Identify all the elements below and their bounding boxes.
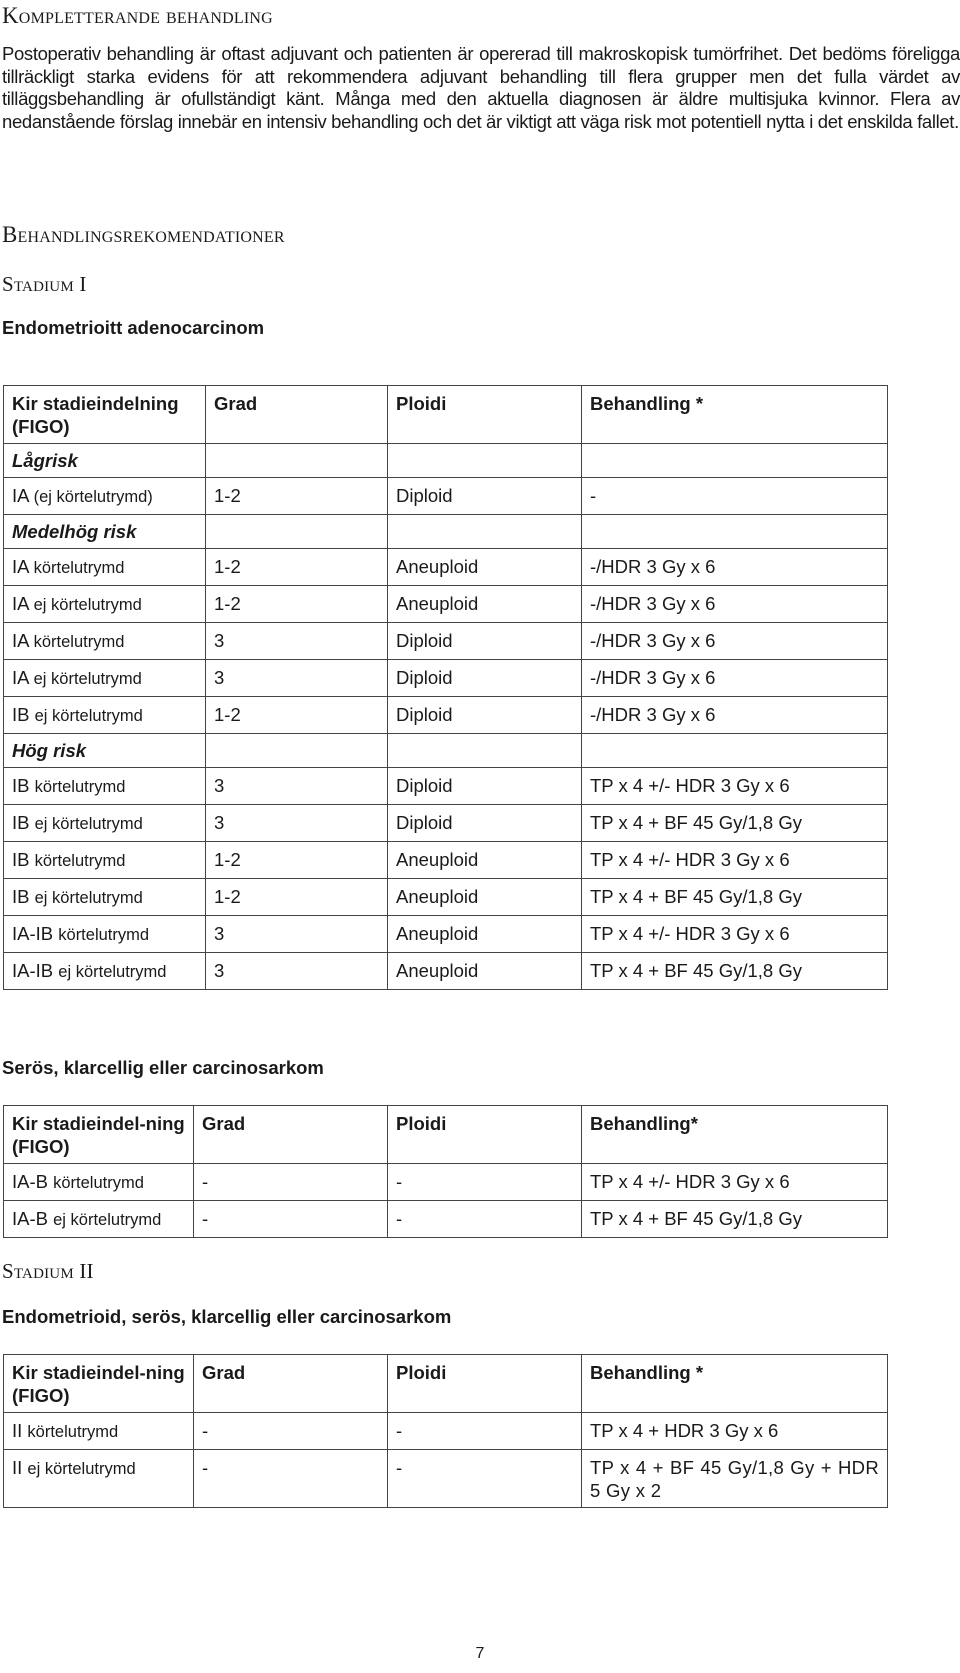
empty-cell — [206, 444, 388, 478]
lymph-node-status: ej körtelutrymd — [53, 1211, 162, 1229]
treatment-cell: TP x 4 + BF 45 Gy/1,8 Gy — [582, 805, 888, 842]
ploidy-cell: - — [388, 1450, 582, 1508]
lymph-node-status: (ej körtelutrymd) — [33, 488, 153, 506]
col-header-treatment: Behandling* — [582, 1106, 888, 1164]
stage-code: IA — [12, 556, 29, 577]
treatment-cell: TP x 4 +/- HDR 3 Gy x 6 — [582, 1164, 888, 1201]
serous-subheading: Serös, klarcellig eller carcinosarkom — [2, 1057, 324, 1078]
ploidy-cell: Diploid — [388, 768, 582, 805]
risk-group-row — [4, 444, 888, 478]
table-header-row — [4, 386, 888, 444]
risk-label-high: Hög risk — [4, 734, 206, 768]
table-row — [4, 805, 888, 842]
lymph-node-status: körtelutrymd — [58, 926, 150, 944]
lymph-node-status: körtelutrymd — [33, 633, 125, 651]
empty-cell — [206, 734, 388, 768]
stage-cell — [4, 916, 206, 953]
stage-code: IA-IB — [12, 960, 54, 981]
col-header-stage: Kir stadieindel-ning (FIGO) — [4, 1106, 194, 1164]
grade-cell: 1-2 — [206, 842, 388, 879]
ploidy-cell: Aneuploid — [388, 549, 582, 586]
treatment-cell: TP x 4 +/- HDR 3 Gy x 6 — [582, 768, 888, 805]
empty-cell — [388, 734, 582, 768]
ploidy-cell: Diploid — [388, 478, 582, 515]
treatment-cell: TP x 4 +/- HDR 3 Gy x 6 — [582, 916, 888, 953]
stage-cell — [4, 1413, 194, 1450]
lymph-node-status: ej körtelutrymd — [33, 670, 142, 688]
ploidy-cell: Aneuploid — [388, 879, 582, 916]
stage-code: IB — [12, 704, 30, 725]
ploidy-cell: Aneuploid — [388, 842, 582, 879]
table-row — [4, 1413, 888, 1450]
intro-paragraph: Postoperativ behandling är oftast adjuvant och patienten är opererad till makroskopisk tumörfrihet. Det bedöms föreligga tillräckligt starka evidens för att rekommendera adjuvant behandling till flera grupper men det fulla värdet av tilläggsbehandling är ofullständigt känt. Många med den aktuella diagnosen är äldre multisjuka kvinnor. Flera av nedanstående förslag innebär en intensiv behandling och det är viktigt att väga risk mot potentiell nytta i det enskilda fallet. — [2, 43, 960, 132]
treatment-cell: TP x 4 +/- HDR 3 Gy x 6 — [582, 842, 888, 879]
stage-code: IA — [12, 667, 29, 688]
stage-cell — [4, 953, 206, 990]
table-row — [4, 916, 888, 953]
treatment-cell: TP x 4 + BF 45 Gy/1,8 Gy — [582, 879, 888, 916]
grade-cell: - — [194, 1450, 388, 1508]
risk-group-row — [4, 515, 888, 549]
grade-cell: 1-2 — [206, 879, 388, 916]
stadium-1-subheading: Endometrioitt adenocarcinom — [2, 317, 265, 338]
risk-label-low: Lågrisk — [4, 444, 206, 478]
grade-cell: 3 — [206, 768, 388, 805]
ploidy-cell: - — [388, 1201, 582, 1238]
lymph-node-status: ej körtelutrymd — [34, 815, 143, 833]
lymph-node-status: ej körtelutrymd — [27, 1460, 136, 1478]
stadium-2-table — [3, 1354, 888, 1508]
stage-code: IB — [12, 886, 30, 907]
stage-cell — [4, 805, 206, 842]
table-row — [4, 697, 888, 734]
table-row — [4, 1450, 888, 1508]
lymph-node-status: körtelutrymd — [27, 1423, 119, 1441]
treatment-cell: -/HDR 3 Gy x 6 — [582, 549, 888, 586]
table-row — [4, 953, 888, 990]
table-row — [4, 768, 888, 805]
col-header-grade: Grad — [206, 386, 388, 444]
risk-group-row — [4, 734, 888, 768]
ploidy-cell: - — [388, 1164, 582, 1201]
stage-cell — [4, 1201, 194, 1238]
risk-label-medium: Medelhög risk — [4, 515, 206, 549]
stadium-1-table — [3, 385, 888, 990]
col-header-treatment: Behandling * — [582, 1355, 888, 1413]
col-header-stage: Kir stadieindelning (FIGO) — [4, 386, 206, 444]
ploidy-cell: Diploid — [388, 623, 582, 660]
lymph-node-status: körtelutrymd — [53, 1174, 144, 1192]
stage-code: IA — [12, 593, 29, 614]
table-row — [4, 660, 888, 697]
stage-cell — [4, 478, 206, 515]
treatment-cell: -/HDR 3 Gy x 6 — [582, 697, 888, 734]
table-row — [4, 549, 888, 586]
col-header-grade: Grad — [194, 1106, 388, 1164]
grade-cell: 3 — [206, 953, 388, 990]
stage-code: II — [12, 1420, 23, 1441]
stage-cell — [4, 768, 206, 805]
section-heading-kompletterande: Kompletterande behandling — [2, 3, 273, 28]
treatment-cell: -/HDR 3 Gy x 6 — [582, 660, 888, 697]
col-header-ploidy: Ploidi — [388, 1106, 582, 1164]
empty-cell — [582, 444, 888, 478]
grade-cell: 3 — [206, 623, 388, 660]
empty-cell — [582, 734, 888, 768]
col-header-ploidy: Ploidi — [388, 1355, 582, 1413]
table-row — [4, 1164, 888, 1201]
table-row — [4, 879, 888, 916]
grade-cell: 1-2 — [206, 478, 388, 515]
section-heading-rekommendationer: Behandlingsrekomendationer — [2, 222, 285, 247]
stage-code: IB — [12, 775, 30, 796]
grade-cell: 1-2 — [206, 549, 388, 586]
col-header-treatment: Behandling * — [582, 386, 888, 444]
empty-cell — [388, 515, 582, 549]
table-row — [4, 842, 888, 879]
stage-cell — [4, 1164, 194, 1201]
grade-cell: - — [194, 1164, 388, 1201]
table-header-row — [4, 1355, 888, 1413]
stage-code: IB — [12, 812, 30, 833]
stage-cell — [4, 549, 206, 586]
stadium-2-heading: Stadium II — [2, 1259, 94, 1283]
ploidy-cell: Aneuploid — [388, 586, 582, 623]
treatment-cell: TP x 4 + HDR 3 Gy x 6 — [582, 1413, 888, 1450]
col-header-stage: Kir stadieindel-ning (FIGO) — [4, 1355, 194, 1413]
serous-table — [3, 1105, 888, 1238]
page-number: 7 — [475, 1645, 485, 1662]
lymph-node-status: ej körtelutrymd — [58, 963, 167, 981]
grade-cell: 1-2 — [206, 697, 388, 734]
ploidy-cell: Diploid — [388, 660, 582, 697]
ploidy-cell: Diploid — [388, 805, 582, 842]
stage-code: IA-B — [12, 1208, 48, 1229]
ploidy-cell: Aneuploid — [388, 916, 582, 953]
stage-cell — [4, 842, 206, 879]
table-row — [4, 623, 888, 660]
table-row — [4, 478, 888, 515]
empty-cell — [582, 515, 888, 549]
col-header-grade: Grad — [194, 1355, 388, 1413]
treatment-cell: TP x 4 + BF 45 Gy/1,8 Gy + HDR 5 Gy x 2 — [582, 1450, 888, 1508]
stage-code: IA-B — [12, 1171, 48, 1192]
empty-cell — [388, 444, 582, 478]
grade-cell: 3 — [206, 916, 388, 953]
grade-cell: 3 — [206, 660, 388, 697]
stadium-2-subheading: Endometrioid, serös, klarcellig eller carcinosarkom — [2, 1306, 452, 1327]
stage-code: II — [12, 1457, 23, 1478]
lymph-node-status: körtelutrymd — [33, 559, 125, 577]
stage-code: IA — [12, 630, 29, 651]
table-row — [4, 586, 888, 623]
stage-cell — [4, 660, 206, 697]
lymph-node-status: ej körtelutrymd — [34, 707, 143, 725]
ploidy-cell: Diploid — [388, 697, 582, 734]
stadium-1-heading: Stadium I — [2, 272, 87, 296]
stage-code: IA — [12, 485, 29, 506]
treatment-cell: TP x 4 + BF 45 Gy/1,8 Gy — [582, 953, 888, 990]
lymph-node-status: ej körtelutrymd — [34, 889, 143, 907]
table-row — [4, 1201, 888, 1238]
stage-code: IB — [12, 849, 30, 870]
grade-cell: 1-2 — [206, 586, 388, 623]
lymph-node-status: körtelutrymd — [34, 778, 126, 796]
stage-cell — [4, 623, 206, 660]
table-header-row — [4, 1106, 888, 1164]
grade-cell: 3 — [206, 805, 388, 842]
treatment-cell: TP x 4 + BF 45 Gy/1,8 Gy — [582, 1201, 888, 1238]
treatment-cell: -/HDR 3 Gy x 6 — [582, 623, 888, 660]
grade-cell: - — [194, 1201, 388, 1238]
col-header-ploidy: Ploidi — [388, 386, 582, 444]
treatment-cell: - — [582, 478, 888, 515]
stage-cell — [4, 586, 206, 623]
lymph-node-status: körtelutrymd — [34, 852, 126, 870]
grade-cell: - — [194, 1413, 388, 1450]
stage-code: IA-IB — [12, 923, 54, 944]
stage-cell — [4, 1450, 194, 1508]
stage-cell — [4, 879, 206, 916]
ploidy-cell: - — [388, 1413, 582, 1450]
ploidy-cell: Aneuploid — [388, 953, 582, 990]
lymph-node-status: ej körtelutrymd — [33, 596, 142, 614]
empty-cell — [206, 515, 388, 549]
treatment-cell: -/HDR 3 Gy x 6 — [582, 586, 888, 623]
stage-cell — [4, 697, 206, 734]
